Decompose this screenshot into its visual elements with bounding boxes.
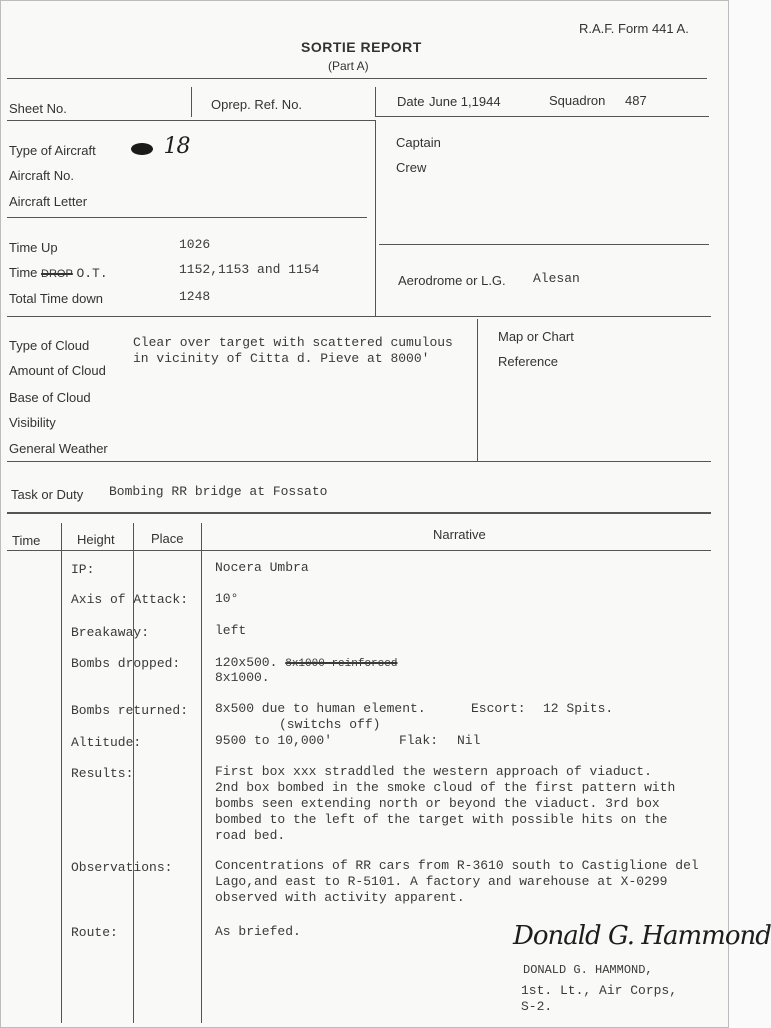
task-label: Task or Duty xyxy=(11,487,84,502)
results-line: road bed. xyxy=(215,828,286,843)
visibility-label: Visibility xyxy=(9,415,56,430)
captain-label: Captain xyxy=(396,135,441,150)
weather-remarks-line2: in vicinity of Citta d. Pieve at 8000' xyxy=(133,351,430,366)
time-up-value: 1026 xyxy=(179,237,211,252)
total-time-down-label: Total Time down xyxy=(9,291,103,306)
results-line: bombs seen extending north or beyond the viaduct. 3rd box xyxy=(215,796,660,811)
bombs-dropped-value2: 8x1000. xyxy=(215,670,270,685)
route-value: As briefed. xyxy=(215,924,301,939)
rule-v-aircraft xyxy=(375,120,376,316)
aircraft-no-label: Aircraft No. xyxy=(9,168,75,183)
aircraft-letter-label: Aircraft Letter xyxy=(9,194,88,209)
route-label: Route: xyxy=(71,925,118,940)
altitude-value: 9500 to 10,000' xyxy=(215,733,333,748)
flak-label: Flak: xyxy=(399,733,439,748)
rule-aircraft-under xyxy=(7,217,367,218)
col-height-header: Height xyxy=(77,532,115,547)
date-label: Date xyxy=(397,94,425,109)
rule-col-place xyxy=(201,523,202,1023)
rule-v1 xyxy=(191,87,192,117)
form-part: (Part A) xyxy=(328,59,369,73)
form-id: R.A.F. Form 441 A. xyxy=(579,21,689,36)
rule-col-time xyxy=(61,523,62,1023)
breakaway-value: left xyxy=(215,623,247,638)
ink-scribble-icon xyxy=(131,143,153,155)
rule-date-under xyxy=(375,116,709,117)
time-down-value: 1248 xyxy=(179,289,211,304)
signer-rank: 1st. Lt., Air Corps, xyxy=(521,983,678,998)
ip-value: Nocera Umbra xyxy=(215,560,309,575)
breakaway-label: Breakaway: xyxy=(71,625,150,640)
rule-task-under xyxy=(7,512,711,514)
cloud-base-label: Base of Cloud xyxy=(9,390,91,405)
squadron-value: 487 xyxy=(625,93,647,108)
cloud-type-label: Type of Cloud xyxy=(9,338,90,353)
results-line: 2nd box bombed in the smoke cloud of the first pattern with xyxy=(215,780,676,795)
sheet-no-label: Sheet No. xyxy=(9,101,67,116)
signer-name: DONALD G. HAMMOND, xyxy=(523,963,653,977)
cloud-amount-label: Amount of Cloud xyxy=(9,363,106,378)
signer-unit: S-2. xyxy=(521,999,553,1014)
rule-v2 xyxy=(375,87,376,117)
date-value: June 1,1944 xyxy=(429,94,501,109)
reference-label: Reference xyxy=(498,354,558,369)
bombs-dropped-label: Bombs dropped: xyxy=(71,656,181,671)
bombs-dropped-value: 120x500. 8x1000 reinforced xyxy=(215,655,398,670)
rule-weather-under xyxy=(7,461,711,462)
ip-label: IP: xyxy=(71,562,95,577)
observations-line: Lago,and east to R-5101. A factory and warehouse at X-0299 xyxy=(215,874,668,889)
escort-label: Escort: xyxy=(471,701,526,716)
axis-value: 10° xyxy=(215,591,239,606)
form-title: SORTIE REPORT xyxy=(301,39,422,55)
col-time-header: Time xyxy=(12,533,41,548)
col-narrative-header: Narrative xyxy=(433,527,486,542)
results-label: Results: xyxy=(71,766,134,781)
observations-line: observed with activity apparent. xyxy=(215,890,465,905)
altitude-label: Altitude: xyxy=(71,735,142,750)
observations-label: Observations: xyxy=(71,860,173,875)
time-ot-label: Time DROP O.T. xyxy=(9,265,108,281)
bombs-returned-note: (switchs off) xyxy=(279,717,381,732)
oprep-ref-label: Oprep. Ref. No. xyxy=(211,97,303,112)
results-line: bombed to the left of the target with possible hits on the xyxy=(215,812,668,827)
bombs-returned-value: 8x500 due to human element. xyxy=(215,701,426,716)
observations-line: Concentrations of RR cars from R-3610 south to Castiglione del xyxy=(215,858,699,873)
rule-v-weather xyxy=(477,319,478,461)
task-value: Bombing RR bridge at Fossato xyxy=(109,484,328,499)
squadron-label: Squadron xyxy=(549,93,606,108)
time-up-label: Time Up xyxy=(9,240,58,255)
flak-value: Nil xyxy=(457,733,481,748)
results-line: First box xxx straddled the western approach of viaduct. xyxy=(215,764,652,779)
rule-table-header-under xyxy=(7,550,711,551)
col-place-header: Place xyxy=(151,531,184,546)
escort-value: 12 Spits. xyxy=(543,701,614,716)
time-ot-value: 1152,1153 and 1154 xyxy=(179,262,320,277)
bombs-returned-label: Bombs returned: xyxy=(71,703,189,718)
map-chart-label: Map or Chart xyxy=(498,329,574,344)
aerodrome-value: Alesan xyxy=(533,271,580,286)
aircraft-type-label: Type of Aircraft xyxy=(9,143,96,158)
handwritten-signature: Donald G. Hammond xyxy=(513,921,771,951)
rule-sheet-under xyxy=(7,120,375,121)
general-weather-label: General Weather xyxy=(9,441,108,456)
axis-label: Axis of Attack: xyxy=(71,592,189,607)
crew-label: Crew xyxy=(396,160,427,175)
rule-times-under xyxy=(7,316,711,317)
rule-crew-under xyxy=(379,244,709,245)
aircraft-type-value: 18 xyxy=(131,134,189,159)
aerodrome-label: Aerodrome or L.G. xyxy=(398,273,506,288)
rule-top xyxy=(7,78,707,79)
weather-remarks-line1: Clear over target with scattered cumulous xyxy=(133,335,453,350)
